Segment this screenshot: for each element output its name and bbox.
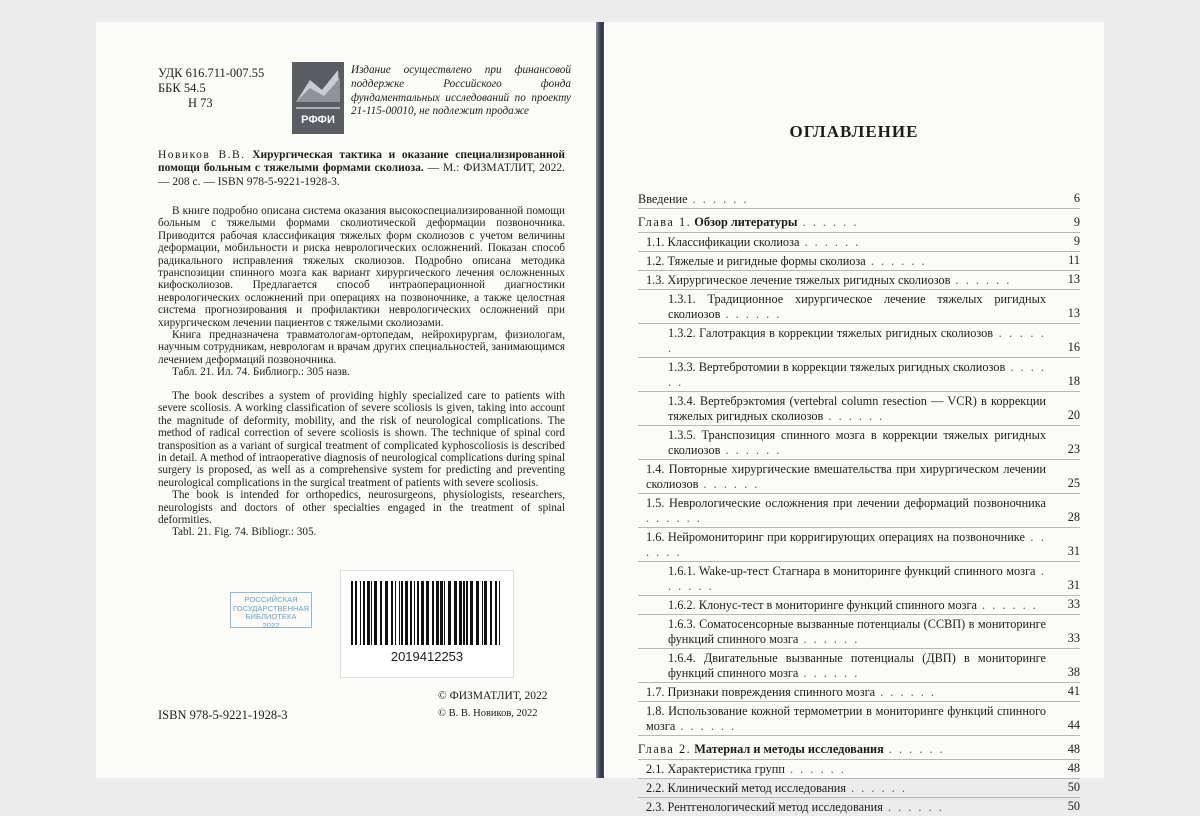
toc-leader-dots: . . . . . . xyxy=(668,564,1046,593)
toc-entry-title: 1.6.1. Wake-up-тест Стагнара в мониторинге функций спинного мозга xyxy=(668,564,1036,578)
toc-entry-text xyxy=(638,215,1080,230)
toc-entry[interactable] xyxy=(638,459,1080,493)
barcode-bar xyxy=(484,581,487,645)
barcode-bar xyxy=(395,581,396,645)
toc-page-number: 18 xyxy=(1067,374,1080,388)
toc-entry[interactable] xyxy=(638,289,1080,323)
toc-entry[interactable] xyxy=(638,648,1080,682)
toc-leader-dots: . . . . . . xyxy=(646,530,1046,559)
toc-page-number: 20 xyxy=(1067,408,1080,422)
toc-entry-text xyxy=(638,360,1080,390)
toc-entry-text xyxy=(638,564,1080,594)
toc-entry[interactable] xyxy=(638,527,1080,561)
toc-entry-title: 1.3.5. Транспозиция спинного мозга в коррекции тяжелых ригидных сколиозов xyxy=(668,428,1046,457)
toc-leader-dots: . . . . . . xyxy=(798,632,860,646)
toc-entry-title: 1.6. Нейромониторинг при корригирующих операциях на позвоночнике xyxy=(646,530,1025,544)
barcode-bar xyxy=(405,581,408,645)
barcode-bar xyxy=(482,581,483,645)
toc-page-number: 9 xyxy=(1073,215,1080,229)
barcode-bar xyxy=(495,581,497,645)
russian-abstract xyxy=(158,205,565,379)
toc-entry-title: 1.3. Хирургическое лечение тяжелых ригидных сколиозов xyxy=(646,273,951,287)
toc-page-number: 50 xyxy=(1067,780,1080,794)
barcode-bar xyxy=(401,581,403,645)
toc-entry-title: Введение xyxy=(638,192,688,206)
library-stamp xyxy=(230,592,312,628)
toc-entry[interactable] xyxy=(638,425,1080,459)
toc-entry-title: 1.2. Тяжелые и ригидные формы сколиоза xyxy=(646,254,866,268)
toc-page-number: 28 xyxy=(1067,510,1080,524)
barcode-bar xyxy=(417,581,419,645)
toc-entry-title: 1.1. Классификации сколиоза xyxy=(646,235,800,249)
toc-leader-dots: . . . . . . xyxy=(875,685,936,699)
barcode-number: 2019412253 xyxy=(390,649,464,664)
classification-codes xyxy=(158,66,288,111)
toc-entry-text xyxy=(638,496,1080,526)
copyright-publisher: © ФИЗМАТЛИТ, 2022 xyxy=(438,690,548,702)
barcode-bar xyxy=(421,581,424,645)
stamp-line: ГОСУДАРСТВЕННАЯ xyxy=(232,603,309,613)
barcode-bar xyxy=(385,581,388,645)
toc-entry-title: 1.6.2. Клонус-тест в мониторинге функций спинного мозга xyxy=(668,598,977,612)
toc-entry-title: 1.7. Признаки повреждения спинного мозга xyxy=(646,685,876,699)
citation-title: Хирургическая тактика и оказание специализированной помощи больным с тяжелыми формами сколиоза. xyxy=(158,149,565,175)
toc-entry[interactable] xyxy=(638,190,1080,208)
barcode-bar xyxy=(444,581,445,645)
toc-leader-dots: . . . . . . xyxy=(668,326,1046,355)
toc-page-number: 13 xyxy=(1067,306,1080,320)
logo-text: РФФИ xyxy=(301,114,335,126)
rffi-logo-icon xyxy=(292,62,344,134)
toc-entry-text xyxy=(638,742,1080,757)
toc-entry-text xyxy=(638,462,1080,492)
toc-entry-text xyxy=(638,235,1080,250)
barcode-bar xyxy=(454,581,457,645)
stamp-line: БИБЛИОТЕКА xyxy=(245,612,297,622)
toc-leader-dots: . . . . . . xyxy=(882,800,944,814)
barcode-bar xyxy=(399,581,400,645)
toc-entry[interactable] xyxy=(638,232,1080,251)
barcode-bar xyxy=(367,581,370,645)
toc-leader-dots: . . . . . . xyxy=(698,477,760,491)
toc-chapter[interactable] xyxy=(638,208,1080,232)
toc-entry[interactable] xyxy=(638,561,1080,595)
toc-page-number: 25 xyxy=(1067,476,1080,490)
toc-entry[interactable] xyxy=(638,251,1080,270)
toc-leader-dots: . . . . . . xyxy=(883,742,945,756)
toc-entry[interactable] xyxy=(638,323,1080,357)
toc-page-number: 13 xyxy=(1067,272,1080,286)
toc-title: ОГЛАВЛЕНИЕ xyxy=(789,122,919,141)
toc-leader-dots: . . . . . . xyxy=(784,762,846,776)
barcode-bar xyxy=(440,581,443,645)
citation-rest: — М.: ФИЗМАТЛИТ, 2022. — 208 с. — ISBN 978-5-9221-1928-3. xyxy=(158,162,565,188)
toc-leader-dots: . . . . . . xyxy=(798,666,860,680)
toc-entry-text xyxy=(638,781,1080,796)
barcode-bar xyxy=(432,581,434,645)
toc-leader-dots: . . . . . . xyxy=(950,273,1012,287)
toc-leader-dots: . . . . . . xyxy=(687,192,749,206)
toc-page-number: 48 xyxy=(1067,742,1080,756)
toc-entry-title: 2.2. Клинический метод исследования xyxy=(646,781,847,795)
barcode-bar xyxy=(351,581,353,645)
en-abstract-paragraph: The book describes a system of providing highly specialized care to patients with severe scoliosis. A working classification of severe scoliosis is given, taking into account the magnitude of deformity, mobility, and the risk of neurological complications. The method of radical correction of severe scoliosis is shown. The technique of spinal cord transposition as a variant of surgical treatment of complicated kyphoscoliosis is described in detail. A method of intraoperative diagnosis of neurological complications during spinal surgery is proposed, as well as a comprehensive system for predicting and preventing neurological complications in the surgical treatment of patients with severe scoliosis. xyxy=(158,390,565,489)
barcode-bar xyxy=(476,581,479,645)
barcode-sticker xyxy=(340,570,514,678)
toc-leader-dots: . . . . . . xyxy=(720,443,782,457)
toc-page-number: 31 xyxy=(1067,544,1080,558)
toc-entry-title: 1.3.4. Вертебрэктомия (vertebral column resection — VCR) в коррекции тяжелых ригидных сколиозов xyxy=(668,394,1046,423)
toc-entry-text xyxy=(638,292,1080,322)
barcode-bar xyxy=(448,581,451,645)
toc-entry-text xyxy=(638,762,1080,777)
toc-chapter-prefix: Глава 1. xyxy=(638,215,692,229)
barcode-bar xyxy=(355,581,357,645)
right-page xyxy=(604,22,1104,814)
barcode-bar xyxy=(499,581,500,645)
funding-note: Издание осуществлено при финансовой поддержке Российского фонда фундаментальных исследований по проекту 21-115-00010, не подлежит продаже xyxy=(351,64,571,118)
toc-leader-dots: . . . . . . xyxy=(675,719,737,733)
ru-abstract-audience: Книга предназначена травматологам-ортопедам, нейрохирургам, физиологам, научным сотрудникам, неврологам и врачам других специальностей, занимающимся лечением деформаций позвоночника. xyxy=(158,329,565,366)
toc-page-number: 41 xyxy=(1067,684,1080,698)
bbk-code: ББК 54.5 xyxy=(158,81,206,95)
en-abstract-audience: The book is intended for orthopedics, neurosurgeons, physiologists, researchers, neurologists and doctors of other specialties engaged in the treatment of spinal deformities. xyxy=(158,489,565,527)
en-abstract-counts: Tabl. 21. Fig. 74. Bibliogr.: 305. xyxy=(172,526,317,539)
toc-entry-title: 1.3.2. Галотракция в коррекции тяжелых ригидных сколиозов xyxy=(668,326,994,340)
toc-entry-title: 1.6.3. Соматосенсорные вызванные потенциалы (ССВП) в мониторинге функций спинного мозга xyxy=(668,617,1046,646)
toc-entry-title: 1.8. Использование кожной термометрии в мониторинге функций спинного мозга xyxy=(646,704,1046,733)
toc-entry-text xyxy=(638,598,1080,613)
toc-entry-text xyxy=(638,704,1080,734)
toc-page-number: 33 xyxy=(1067,631,1080,645)
toc-leader-dots: . . . . . . xyxy=(720,307,782,321)
toc-entry[interactable] xyxy=(638,701,1080,735)
barcode-bar xyxy=(426,581,429,645)
barcode-bar xyxy=(463,581,465,645)
barcode-bar xyxy=(360,581,361,645)
barcode-bar xyxy=(470,581,473,645)
toc-leader-dots: . . . . . . xyxy=(865,254,927,268)
toc-entry-text xyxy=(638,651,1080,681)
left-page xyxy=(96,22,598,778)
barcode-bar xyxy=(380,581,382,645)
toc-entry-title: 1.4. Повторные хирургические вмешательства при хирургическом лечении сколиозов xyxy=(646,462,1046,491)
barcode-bar xyxy=(414,581,415,645)
toc-page-number: 9 xyxy=(1073,234,1080,248)
toc-entry[interactable] xyxy=(638,391,1080,425)
copyright-block xyxy=(438,688,547,722)
ru-abstract-paragraph: В книге подробно описана система оказания высокоспециализированной помощи больным с тяжелыми формами сколиотической деформации позвоночника. Приводится рабочая классификация тяжелых форм сколиозов с учетом величины деформации, мобильности и риска неврологических осложнений. Показан способ радикального исправления тяжелых сколиозов. Подробно описана методика транспозиции спинного мозга как вариант хирургического лечения осложненных кифосколиозов. Предлагается способ интраоперационной диагностики неврологических осложнений при операциях на позвоночнике, а также целостная система прогнозирования и профилактики неврологических осложнений при хирургическом лечении пациентов с тяжелыми сколиозами. xyxy=(158,205,565,329)
bibliographic-citation xyxy=(158,149,565,189)
toc-chapter-title: Материал и методы исследования xyxy=(694,742,884,756)
toc-entry[interactable] xyxy=(638,614,1080,648)
toc-entry[interactable] xyxy=(638,778,1080,797)
toc-entry[interactable] xyxy=(638,493,1080,527)
toc-leader-dots: . . . . . . xyxy=(799,235,861,249)
english-abstract xyxy=(158,390,565,539)
toc-leader-dots: . . . . . . xyxy=(846,781,907,795)
toc-entry-text xyxy=(638,192,1080,207)
ru-abstract-counts: Табл. 21. Ил. 74. Библиогр.: 305 назв. xyxy=(172,366,350,379)
toc-entry-title: 1.5. Неврологические осложнения при лечении деформаций позвоночника xyxy=(646,496,1046,510)
toc-entry-text xyxy=(638,254,1080,269)
copyright-author: © В. В. Новиков, 2022 xyxy=(438,708,538,719)
toc-page-number: 11 xyxy=(1068,253,1080,267)
toc-chapter[interactable] xyxy=(638,735,1080,759)
author-mark: Н 73 xyxy=(188,96,213,110)
toc-entry-text xyxy=(638,617,1080,647)
toc-page-number: 50 xyxy=(1067,799,1080,813)
toc-leader-dots: . . . . . . xyxy=(668,360,1047,389)
toc-entry-text xyxy=(638,800,1080,815)
toc-leader-dots: . . . . . . xyxy=(797,215,859,229)
toc-entry[interactable] xyxy=(638,595,1080,614)
toc-page-number: 33 xyxy=(1067,597,1080,611)
toc-entry-text xyxy=(638,428,1080,458)
barcode-icon xyxy=(349,581,505,645)
toc-page-number: 44 xyxy=(1067,718,1080,732)
toc-entry[interactable] xyxy=(638,270,1080,289)
toc-entry-title: 2.3. Рентгенологический метод исследования xyxy=(646,800,883,814)
toc-page-number: 6 xyxy=(1073,191,1080,205)
toc-page-number: 23 xyxy=(1067,442,1080,456)
toc-entry-title: 1.6.4. Двигательные вызванные потенциалы (ДВП) в мониторинге функций спинного мозга xyxy=(668,651,1046,680)
toc-leader-dots: . . . . . . xyxy=(646,511,702,525)
isbn: ISBN 978-5-9221-1928-3 xyxy=(158,708,288,722)
toc-entry-title: 1.3.1. Традиционное хирургическое лечение тяжелых ригидных сколиозов xyxy=(668,292,1046,321)
barcode-bar xyxy=(363,581,365,645)
barcode-bar xyxy=(466,581,468,645)
table-of-contents xyxy=(638,190,1080,816)
toc-entry-text xyxy=(638,326,1080,356)
barcode-bar xyxy=(459,581,462,645)
toc-page-number: 31 xyxy=(1067,578,1080,592)
toc-page-number: 48 xyxy=(1067,761,1080,775)
udk-code: УДК 616.711-007.55 xyxy=(158,66,265,80)
toc-entry-text xyxy=(638,530,1080,560)
toc-page-number: 38 xyxy=(1067,665,1080,679)
toc-page-number: 16 xyxy=(1067,340,1080,354)
toc-entry-title: 1.3.3. Вертебротомии в коррекции тяжелых ригидных сколиозов xyxy=(668,360,1006,374)
toc-entry[interactable] xyxy=(638,682,1080,701)
toc-entry[interactable] xyxy=(638,759,1080,778)
toc-leader-dots: . . . . . . xyxy=(976,598,1038,612)
stamp-line: 2022 xyxy=(262,620,280,630)
toc-leader-dots: . . . . . . xyxy=(823,409,885,423)
toc-chapter-title: Обзор литературы xyxy=(694,215,798,229)
stamp-line: РОССИЙСКАЯ xyxy=(244,595,298,604)
barcode-bar xyxy=(490,581,492,645)
toc-chapter-prefix: Глава 2. xyxy=(638,742,692,756)
toc-entry-text xyxy=(638,685,1080,700)
barcode-bar xyxy=(374,581,377,645)
barcode-bar xyxy=(436,581,439,645)
toc-entry-title: 2.1. Характеристика групп xyxy=(646,762,785,776)
barcode-bar xyxy=(410,581,412,645)
toc-entry-text xyxy=(638,394,1080,424)
toc-entry[interactable] xyxy=(638,357,1080,391)
toc-entry-text xyxy=(638,273,1080,288)
citation-author: Новиков В.В. xyxy=(158,149,246,161)
barcode-bar xyxy=(391,581,393,645)
barcode-bar xyxy=(371,581,372,645)
